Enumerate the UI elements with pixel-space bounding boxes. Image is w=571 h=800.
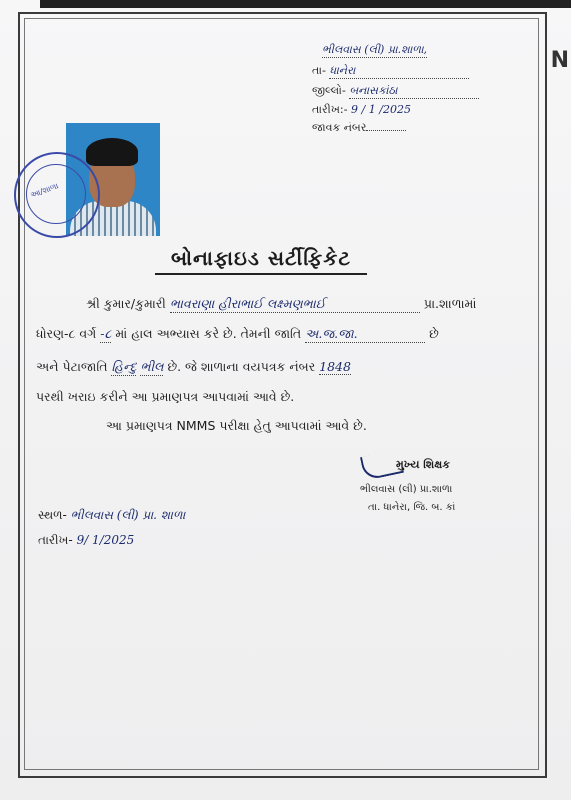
subcaste-value: ભીલ — [140, 359, 164, 374]
signature-address: તા. ધાનેરા, જિ. બ. કાં — [368, 502, 456, 513]
student-name: ભાવરાણા હીરાભાઈ લક્ષ્મણભાઈ — [170, 296, 420, 313]
edge-fragment: N — [550, 48, 569, 73]
body-line-1: શ્રી કુમાર/કુમારી ભાવરાણા હીરાભાઈ લક્ષ્મણભાઈ પ્રા.શાળામાં — [86, 296, 477, 311]
district-row: જીલ્લો- બનાસકાંઠા — [312, 84, 479, 99]
body-line-3: અને પેટાજાતિ હિન્દુ ભીલ છે. જે શાળાના વયપત્રક નંબર 1848 — [36, 359, 351, 374]
signature-school: ભીલવાસ (લી) પ્રા.શાળા — [360, 484, 453, 495]
reference-number-row: જાવક નંબર — [312, 121, 406, 135]
school-seal-stamp: આ/શાળા — [14, 152, 100, 238]
signature-title: મુખ્ય શિક્ષક — [396, 458, 451, 471]
body-line-5: આ પ્રમાણપત્ર NMMS પરીક્ષા હેતુ આપવામાં આવે છે. — [106, 418, 367, 433]
caste-value: અ.જ.જા. — [305, 326, 425, 343]
top-shadow-band — [40, 0, 571, 8]
religion-value: હિન્દુ — [111, 359, 137, 374]
body-line-4: પરથી ખરાઇ કરીને આ પ્રમાણપત્ર આપવામાં આવે છે. — [36, 389, 295, 404]
place-row: સ્થળ- ભીલવાસ (લી) પ્રા. શાળા — [38, 508, 186, 522]
register-number: 1848 — [319, 359, 351, 374]
class-value: -૮ — [100, 326, 112, 341]
header-date-row: તારીખ:- 9 / 1 /2025 — [312, 103, 411, 116]
taluka-row: તા- ધાનેરા — [312, 64, 469, 79]
footer-date-row: તારીખ- 9/ 1/2025 — [38, 533, 135, 547]
certificate-title: બોનાફાઇડ સર્ટીફિકેટ — [155, 246, 367, 275]
school-name-header: ભીલવાસ (લી) પ્રા.શાળા, — [322, 43, 428, 56]
body-line-2: ધોરણ-૮ વર્ગ -૮ માં હાલ અભ્યાસ કરે છે. તેમની જાતિ અ.જ.જા. છે — [36, 326, 439, 341]
